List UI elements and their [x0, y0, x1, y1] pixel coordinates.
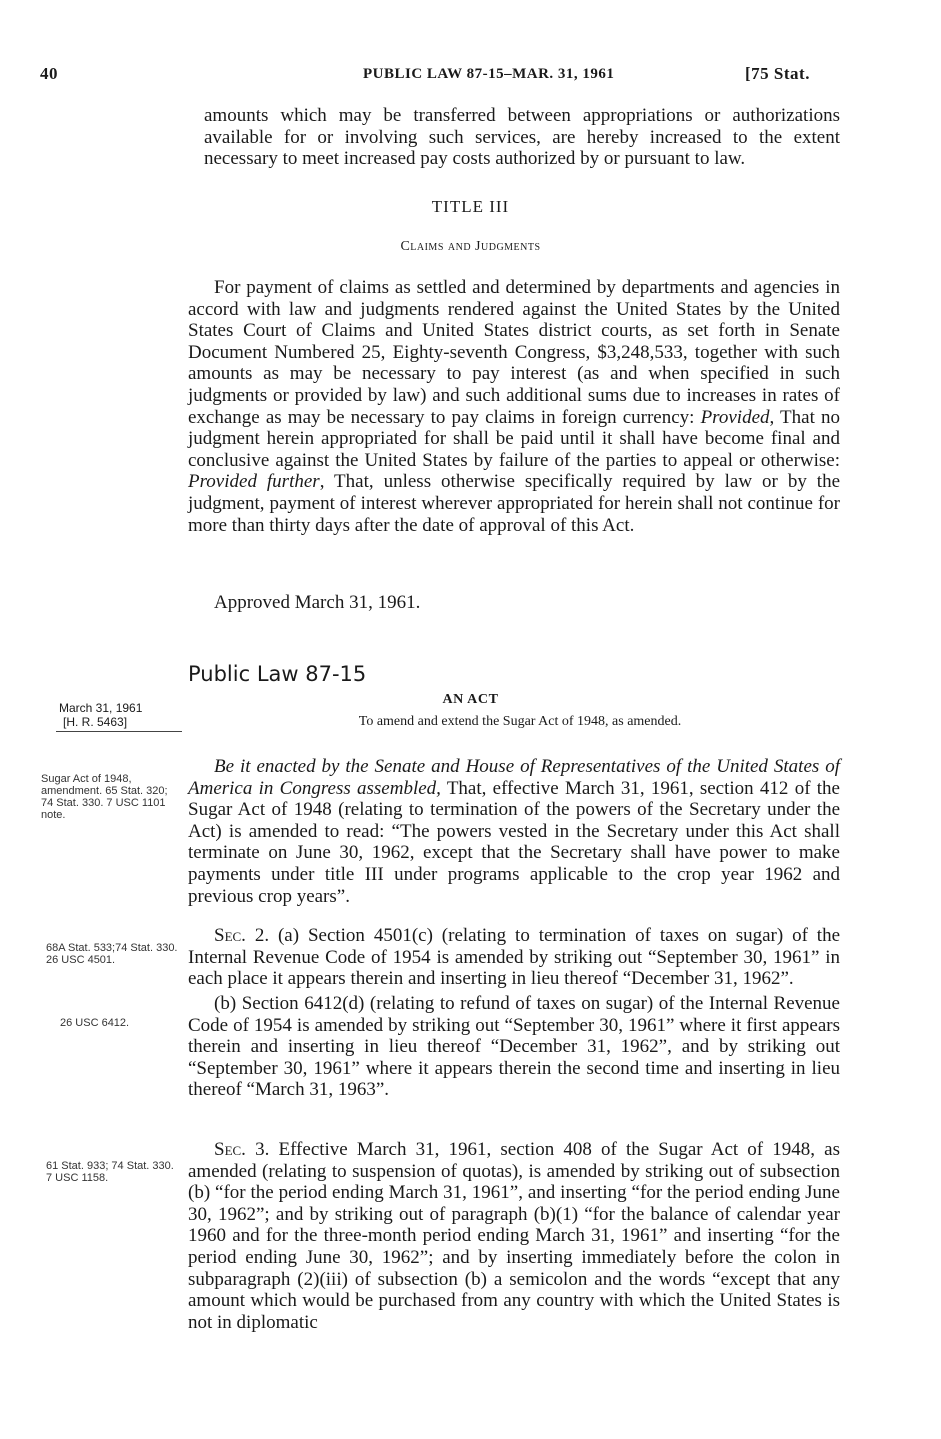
public-law-heading: Public Law 87-15: [188, 662, 367, 686]
enacting-clause-paragraph: [188, 756, 840, 907]
section-3-label: Sec. 3.: [214, 1139, 270, 1160]
margin-date: March 31, 1961: [59, 701, 143, 715]
section-3-text: Effective March 31, 1961, section 408 of the Sugar Act of 1948, as amended (relating to suspension of quotas), is amended by striking out of subsection (b) “for the period ending March 31, 1961”, and inserting “for the period ending June 30, 1962”; and by striking out of paragraph (b)(1) “for the balance of calendar year 1960 and for the three-month period ending March 31, 1961” and inserting “for the period ending June 30, 1962”; and by inserting immediately before the colon in subparagraph (2)(iii) of subsection (b) a semicolon and the words “except that any amount which would be purchased from any country with which the United States is not in diplomatic: [188, 1139, 840, 1333]
claims-text-1: For payment of claims as settled and determined by departments and agencies in accord with law and judgments rendered against the United States by the United States Court of Claims and United States district courts, as set forth in Senate Document Numbered 25, Eighty-seventh Congress, $3,248,533, together with such amounts as may be necessary to pay interest (as and when specified in such judgments or provided by law) and such additional sums due to increases in rates of exchange as may be necessary to pay claims in foreign currency:: [188, 277, 840, 428]
claims-text-2: , That no judgment herein appropriated for shall be paid until it shall have become final and conclusive against the United States by failure of the parties to appeal or otherwise:: [188, 406, 840, 471]
margin-bill-number: [H. R. 5463]: [63, 715, 128, 729]
section-2a-paragraph: [188, 925, 840, 990]
approval-line: Approved March 31, 1961.: [214, 592, 421, 613]
act-purpose: To amend and extend the Sugar Act of 1948, as amended.: [358, 714, 682, 729]
claims-judgments-heading: Claims and Judgments: [400, 239, 541, 254]
page-number: 40: [40, 64, 58, 83]
provided-italic: Provided: [700, 406, 770, 428]
margin-note-sugar-act: Sugar Act of 1948, amendment. 65 Stat. 320; 74 Stat. 330. 7 USC 1101 note.: [41, 773, 168, 821]
title-iii-heading: TITLE III: [431, 197, 510, 216]
provided-further-italic: Provided further: [188, 471, 320, 493]
section-2-label: Sec. 2.: [214, 925, 270, 946]
enacting-text: That, effective March 31, 1961, section 412 of the Sugar Act of 1948 (relating to termination of the powers of the Secretary under the Act) is amended to read: “The powers vested in the Secretary under this Act shall terminate on June 30, 1962, except that the Secretary shall have power to make payments under title III under programs applicable to the crop year 1962 and previous crop years”.: [188, 777, 840, 907]
section-2b-paragraph: (b) Section 6412(d) (relating to refund of taxes on sugar) of the Internal Revenue Code of 1954 is amended by striking out “September 30, 1961” where it first appears therein and inserting in lieu thereof “December 31, 1962”, and by striking out “September 30, 1961” where it appears therein the second time and inserting in lieu thereof “March 31, 1963”.: [188, 993, 840, 1101]
margin-note-61-stat: 61 Stat. 933; 74 Stat. 330. 7 USC 1158.: [46, 1160, 174, 1184]
claims-paragraph: [188, 277, 840, 536]
volume-reference: [75 Stat.: [745, 64, 810, 83]
margin-note-68a-stat: 68A Stat. 533;74 Stat. 330. 26 USC 4501.: [46, 942, 178, 966]
section-3-paragraph: [188, 1139, 840, 1333]
running-head: PUBLIC LAW 87-15–MAR. 31, 1961: [363, 66, 615, 82]
an-act-label: AN ACT: [442, 692, 499, 707]
claims-text-3: , That, unless otherwise specifically required by law or by the judgment, payment of interest wherever appropriated for herein shall not continue for more than thirty days after the date of approval of this Act.: [188, 471, 840, 536]
margin-divider: [56, 731, 182, 732]
margin-note-usc-6412: 26 USC 6412.: [60, 1017, 130, 1029]
carry-over-paragraph: amounts which may be transferred between appropriations or authorizations available for or involving such services, are hereby increased to the extent necessary to meet increased pay costs authorized by or pursuant to law.: [204, 105, 840, 170]
section-2a-text: (a) Section 4501(c) (relating to termination of taxes on sugar) of the Internal Revenue Code of 1954 is amended by striking out “September 30, 1961” in each place it appears therein and inserting in lieu thereof “December 31, 1962”.: [188, 925, 840, 990]
margin-date-note: [59, 701, 142, 729]
enacting-clause-italic: Be it enacted by the Senate and House of Representatives of the United States of America in Congress assembled,: [188, 756, 840, 799]
